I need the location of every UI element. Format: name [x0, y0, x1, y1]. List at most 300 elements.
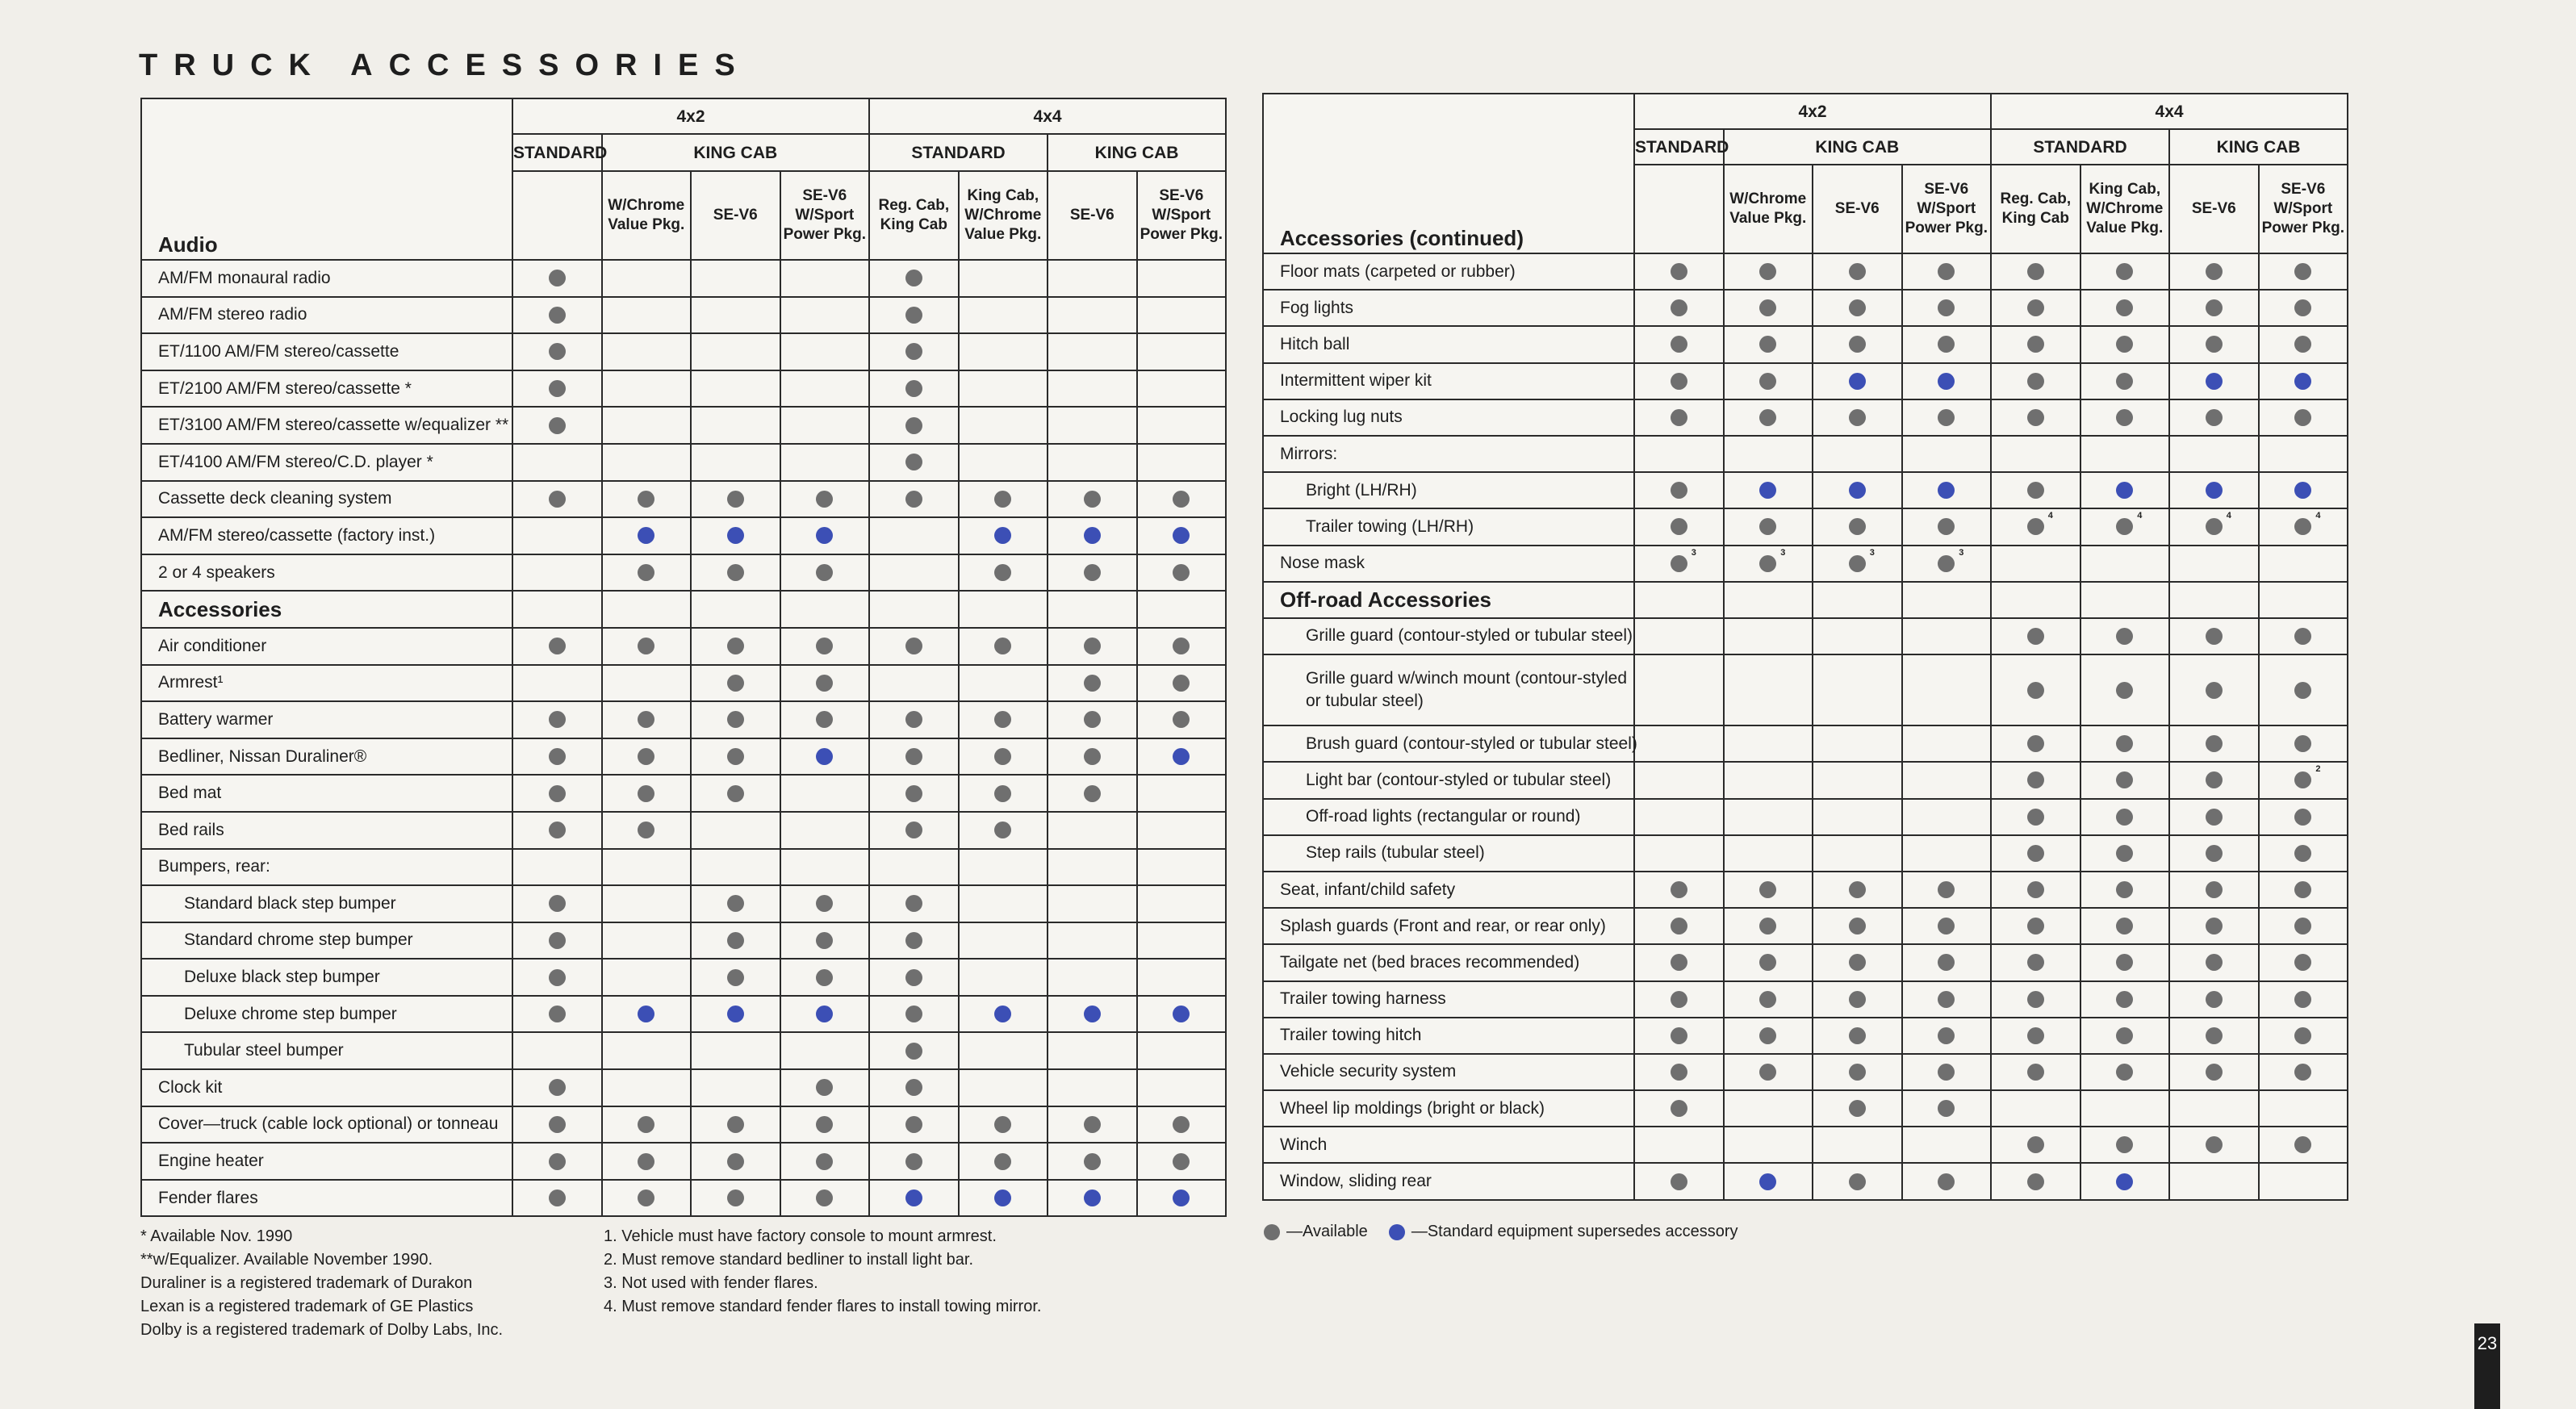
- available-dot-icon: [1759, 881, 1776, 898]
- availability-cell: [1634, 1163, 1724, 1199]
- availability-cell: [1634, 799, 1724, 835]
- availability-cell: [1137, 1106, 1227, 1144]
- availability-cell: [1137, 665, 1227, 702]
- available-dot-icon: [1938, 409, 1955, 426]
- availability-cell: [602, 1143, 692, 1180]
- availability-cell: [1902, 290, 1992, 326]
- availability-cell: [1137, 1069, 1227, 1106]
- accessory-label: Floor mats (carpeted or rubber): [1263, 253, 1634, 290]
- availability-cell: [691, 849, 780, 886]
- available-dot-icon: [1849, 1100, 1866, 1117]
- footnote: Duraliner is a registered trademark of Durakon: [140, 1274, 473, 1292]
- available-dot-icon: [1671, 518, 1687, 535]
- available-dot-icon: [1671, 881, 1687, 898]
- accessory-label: Seat, infant/child safety: [1263, 872, 1634, 908]
- availability-cell: [1813, 436, 1902, 472]
- availability-cell: [1137, 260, 1227, 297]
- page-number: 23: [2474, 1323, 2500, 1409]
- king-cab-header: KING CAB: [1048, 134, 1226, 171]
- table-row: [141, 444, 1226, 481]
- availability-cell: [1813, 472, 1902, 508]
- accessory-label: Off-road lights (rectangular or round): [1263, 799, 1634, 835]
- column-header: W/Chrome Value Pkg.: [1724, 165, 1813, 253]
- standard-header: STANDARD: [1991, 129, 2169, 165]
- footnote: * Available Nov. 1990: [140, 1227, 293, 1245]
- available-dot-icon: [2206, 299, 2223, 316]
- accessory-label: Clock kit: [141, 1069, 512, 1106]
- availability-cell: [1724, 508, 1813, 545]
- table-row: [1263, 872, 2348, 908]
- availability-cell: [959, 370, 1048, 408]
- king-cab-header: KING CAB: [1724, 129, 1992, 165]
- availability-cell: [1634, 1127, 1724, 1163]
- availability-cell: [780, 1180, 870, 1217]
- availability-cell: [780, 370, 870, 408]
- footnote: 3. Not used with fender flares.: [604, 1274, 818, 1292]
- availability-cell: [602, 1069, 692, 1106]
- availability-cell: [512, 959, 602, 996]
- availability-cell: [1902, 1127, 1992, 1163]
- column-header: SE-V6 W/Sport Power Pkg.: [1137, 171, 1227, 260]
- availability-cell: [602, 885, 692, 922]
- availability-cell: [1724, 799, 1813, 835]
- available-dot-icon: [1084, 675, 1101, 692]
- availability-cell: [780, 628, 870, 665]
- availability-cell: [1902, 399, 1992, 436]
- available-dot-icon: [1173, 1116, 1190, 1133]
- available-dot-icon: [549, 1153, 566, 1170]
- availability-cell: [1048, 297, 1137, 334]
- legend-standard-label: —Standard equipment supersedes accessory: [1411, 1223, 1738, 1240]
- available-dot-icon: [638, 822, 654, 838]
- available-dot-icon: [549, 711, 566, 728]
- availability-cell: [512, 407, 602, 444]
- available-dot-icon: [1759, 299, 1776, 316]
- availability-cell: [2080, 799, 2170, 835]
- availability-cell: [1902, 472, 1992, 508]
- available-dot-icon: [2027, 991, 2044, 1008]
- available-dot-icon: [2027, 409, 2044, 426]
- availability-cell: [1137, 959, 1227, 996]
- accessory-label: Deluxe chrome step bumper: [141, 996, 512, 1033]
- availability-cell: [1902, 872, 1992, 908]
- availability-cell: [1137, 628, 1227, 665]
- table-row: [141, 922, 1226, 960]
- availability-cell: [869, 481, 959, 518]
- table-row: [141, 370, 1226, 408]
- standard-header: STANDARD: [512, 134, 602, 171]
- accessory-label: Mirrors:: [1263, 436, 1634, 472]
- table-row: [1263, 1018, 2348, 1054]
- availability-cell: [2259, 725, 2348, 762]
- page-title: TRUCK ACCESSORIES: [139, 48, 751, 82]
- availability-cell: [1634, 1090, 1724, 1127]
- footnote: 4. Must remove standard fender flares to install towing mirror.: [604, 1298, 1042, 1315]
- standard-dot-icon: [1084, 1006, 1101, 1022]
- available-dot-icon: [638, 1116, 654, 1133]
- availability-cell: [1902, 654, 1992, 725]
- availability-cell: [780, 554, 870, 592]
- accessory-label: Standard chrome step bumper: [141, 922, 512, 960]
- availability-cell: [2080, 326, 2170, 362]
- available-dot-icon: [727, 1189, 744, 1206]
- drive-4x2-header: 4x2: [512, 98, 869, 134]
- availability-cell: [1902, 1163, 1992, 1199]
- availability-cell: [2169, 363, 2259, 399]
- availability-cell: [1813, 326, 1902, 362]
- availability-cell: [869, 297, 959, 334]
- available-dot-icon: [1759, 1064, 1776, 1081]
- available-dot-icon: [2027, 482, 2044, 499]
- table-row: [141, 959, 1226, 996]
- availability-cell: [1634, 582, 1724, 618]
- availability-cell: [512, 1180, 602, 1217]
- accessory-label: Armrest¹: [141, 665, 512, 702]
- availability-cell: [959, 481, 1048, 518]
- table-row: [141, 885, 1226, 922]
- table-row: [1263, 654, 2348, 725]
- available-dot-icon: [2116, 299, 2133, 316]
- available-dot-icon: [1849, 1064, 1866, 1081]
- availability-cell: [780, 1032, 870, 1069]
- availability-cell: [2080, 290, 2170, 326]
- standard-dot-icon: [1938, 482, 1955, 499]
- column-header: Reg. Cab, King Cab: [869, 171, 959, 260]
- table-row: [141, 1143, 1226, 1180]
- accessory-label: Cover—truck (cable lock optional) or tonneau: [141, 1106, 512, 1144]
- available-dot-icon: [1084, 1153, 1101, 1170]
- available-dot-icon: [2294, 511, 2321, 535]
- availability-cell: [1137, 554, 1227, 592]
- availability-cell: [1634, 399, 1724, 436]
- available-dot-icon: [549, 822, 566, 838]
- available-dot-icon: [2294, 1136, 2311, 1153]
- availability-cell: [1724, 654, 1813, 725]
- availability-cell: [1724, 835, 1813, 872]
- availability-cell: [2169, 835, 2259, 872]
- availability-cell: [959, 333, 1048, 370]
- available-dot-icon: [1849, 918, 1866, 934]
- availability-cell: [1813, 399, 1902, 436]
- table-row: [141, 481, 1226, 518]
- footnote-marker: 3: [1869, 547, 1875, 558]
- availability-cell: [780, 701, 870, 738]
- availability-cell: [1902, 944, 1992, 980]
- standard-dot-icon: [1849, 482, 1866, 499]
- availability-cell: [869, 1106, 959, 1144]
- available-dot-icon: [727, 564, 744, 581]
- section-heading: Audio: [141, 98, 512, 260]
- availability-cell: [1991, 908, 2080, 944]
- availability-cell: [1048, 1180, 1137, 1217]
- availability-cell: [780, 297, 870, 334]
- accessory-label: AM/FM stereo radio: [141, 297, 512, 334]
- availability-cell: [691, 1069, 780, 1106]
- availability-cell: [1813, 1054, 1902, 1090]
- availability-cell: [1048, 444, 1137, 481]
- standard-header: STANDARD: [1634, 129, 1724, 165]
- availability-cell: [1048, 333, 1137, 370]
- availability-cell: [691, 370, 780, 408]
- available-dot-icon: [2294, 991, 2311, 1008]
- availability-cell: [602, 701, 692, 738]
- availability-cell: [691, 1180, 780, 1217]
- availability-cell: [780, 996, 870, 1033]
- available-dot-icon: [638, 711, 654, 728]
- available-dot-icon: [2294, 682, 2311, 699]
- available-dot-icon: [905, 785, 922, 802]
- availability-cell: [959, 407, 1048, 444]
- availability-cell: [1634, 508, 1724, 545]
- accessory-label: Grille guard w/winch mount (contour-styled or tubular steel): [1263, 654, 1634, 725]
- availability-cell: [1048, 701, 1137, 738]
- available-dot-icon: [1849, 881, 1866, 898]
- availability-cell: [869, 333, 959, 370]
- availability-cell: [1991, 762, 2080, 798]
- footnote-marker: 4: [2047, 511, 2053, 521]
- availability-cell: [1724, 1090, 1813, 1127]
- availability-cell: [780, 517, 870, 554]
- section-heading: Accessories (continued): [1263, 94, 1634, 253]
- available-dot-icon: [638, 1189, 654, 1206]
- legend-available-label: —Available: [1286, 1223, 1368, 1240]
- table-row: [1263, 762, 2348, 798]
- availability-cell: [1991, 835, 2080, 872]
- footnotes-numbered: [604, 1225, 1041, 1319]
- available-dot-icon: [905, 270, 922, 286]
- accessory-label: Window, sliding rear: [1263, 1163, 1634, 1199]
- table-row: [141, 812, 1226, 849]
- availability-cell: [2259, 1018, 2348, 1054]
- availability-cell: [512, 481, 602, 518]
- available-dot-icon: [994, 711, 1011, 728]
- availability-cell: [1634, 1018, 1724, 1054]
- available-dot-icon: [2116, 991, 2133, 1008]
- availability-cell: [602, 996, 692, 1033]
- availability-cell: [1048, 481, 1137, 518]
- availability-cell: [1634, 290, 1724, 326]
- availability-cell: [602, 554, 692, 592]
- availability-cell: [959, 1180, 1048, 1217]
- availability-cell: [602, 628, 692, 665]
- availability-cell: [1137, 481, 1227, 518]
- availability-cell: [512, 1069, 602, 1106]
- column-header: W/Chrome Value Pkg.: [602, 171, 692, 260]
- accessory-label: Bedliner, Nissan Duraliner®: [141, 738, 512, 776]
- availability-cell: [959, 1143, 1048, 1180]
- availability-cell: [780, 665, 870, 702]
- availability-cell: [602, 922, 692, 960]
- available-dot-icon: [994, 1153, 1011, 1170]
- table-row: [1263, 363, 2348, 399]
- available-dot-icon: [816, 1116, 833, 1133]
- available-dot-icon: [2027, 373, 2044, 390]
- available-dot-icon: [2206, 809, 2223, 826]
- table-row: [141, 517, 1226, 554]
- availability-cell: [512, 1143, 602, 1180]
- availability-cell: [780, 591, 870, 628]
- availability-cell: [602, 665, 692, 702]
- available-dot-icon: [2206, 336, 2223, 353]
- accessory-label: ET/1100 AM/FM stereo/cassette: [141, 333, 512, 370]
- availability-cell: [1724, 472, 1813, 508]
- available-dot-icon: [816, 491, 833, 508]
- accessory-label: Brush guard (contour-styled or tubular steel): [1263, 725, 1634, 762]
- available-dot-icon: [1084, 748, 1101, 765]
- available-dot-icon: [1173, 564, 1190, 581]
- availability-cell: [869, 775, 959, 812]
- availability-cell: [1634, 654, 1724, 725]
- table-row: [1263, 1127, 2348, 1163]
- available-dot-icon: [1264, 1224, 1280, 1240]
- availability-cell: [780, 959, 870, 996]
- availability-cell: [512, 738, 602, 776]
- availability-cell: [512, 517, 602, 554]
- availability-cell: [780, 260, 870, 297]
- availability-cell: [1991, 981, 2080, 1018]
- availability-cell: [2169, 1018, 2259, 1054]
- availability-cell: [1902, 835, 1992, 872]
- available-dot-icon: [549, 748, 566, 765]
- available-dot-icon: [549, 1006, 566, 1022]
- availability-cell: [512, 665, 602, 702]
- availability-cell: [2169, 472, 2259, 508]
- standard-dot-icon: [816, 748, 833, 765]
- availability-cell: [1902, 1018, 1992, 1054]
- available-dot-icon: [2027, 735, 2044, 752]
- availability-cell: [780, 775, 870, 812]
- standard-dot-icon: [1173, 748, 1190, 765]
- table-row: [1263, 908, 2348, 944]
- availability-cell: [869, 812, 959, 849]
- standard-dot-icon: [1173, 1189, 1190, 1206]
- availability-cell: [1991, 399, 2080, 436]
- column-header: [512, 171, 602, 260]
- availability-cell: [512, 591, 602, 628]
- availability-cell: [1991, 872, 2080, 908]
- table-row: [141, 701, 1226, 738]
- availability-cell: [1813, 654, 1902, 725]
- availability-cell: [2080, 654, 2170, 725]
- available-dot-icon: [1173, 638, 1190, 654]
- table-row: [141, 297, 1226, 334]
- availability-cell: [2169, 436, 2259, 472]
- accessory-label: Grille guard (contour-styled or tubular steel): [1263, 618, 1634, 654]
- available-dot-icon: [2206, 991, 2223, 1008]
- availability-cell: [959, 297, 1048, 334]
- available-dot-icon: [994, 638, 1011, 654]
- availability-cell: [1813, 908, 1902, 944]
- accessory-label: AM/FM stereo/cassette (factory inst.): [141, 517, 512, 554]
- availability-cell: [869, 591, 959, 628]
- drive-4x4-header: 4x4: [1991, 94, 2348, 129]
- available-dot-icon: [1671, 954, 1687, 971]
- column-header: King Cab, W/Chrome Value Pkg.: [959, 171, 1048, 260]
- availability-cell: [1048, 554, 1137, 592]
- availability-cell: [602, 333, 692, 370]
- standard-dot-icon: [905, 1189, 922, 1206]
- available-dot-icon: [1084, 638, 1101, 654]
- availability-cell: [1724, 546, 1813, 582]
- availability-cell: [2169, 253, 2259, 290]
- availability-cell: [2259, 654, 2348, 725]
- available-dot-icon: [549, 417, 566, 434]
- availability-cell: [2169, 326, 2259, 362]
- availability-cell: [780, 1143, 870, 1180]
- availability-cell: [1724, 618, 1813, 654]
- available-dot-icon: [2294, 1027, 2311, 1044]
- available-dot-icon: [1671, 991, 1687, 1008]
- available-dot-icon: [1084, 564, 1101, 581]
- availability-cell: [2169, 762, 2259, 798]
- availability-cell: [691, 885, 780, 922]
- available-dot-icon: [1938, 1064, 1955, 1081]
- available-dot-icon: [816, 932, 833, 949]
- availability-cell: [602, 517, 692, 554]
- availability-cell: [2259, 835, 2348, 872]
- availability-cell: [959, 775, 1048, 812]
- availability-cell: [1813, 582, 1902, 618]
- available-dot-icon: [1849, 991, 1866, 1008]
- available-dot-icon: [2116, 373, 2133, 390]
- table-row: [141, 407, 1226, 444]
- available-dot-icon: [1759, 1027, 1776, 1044]
- available-dot-icon: [1938, 1027, 1955, 1044]
- available-dot-icon: [2116, 409, 2133, 426]
- accessory-label: Battery warmer: [141, 701, 512, 738]
- standard-header: STANDARD: [869, 134, 1048, 171]
- available-dot-icon: [905, 380, 922, 397]
- accessories-continued-table: [1262, 93, 2348, 1201]
- availability-cell: [869, 517, 959, 554]
- available-dot-icon: [549, 895, 566, 912]
- standard-dot-icon: [994, 1189, 1011, 1206]
- availability-cell: [2259, 1054, 2348, 1090]
- available-dot-icon: [2116, 735, 2133, 752]
- available-dot-icon: [816, 711, 833, 728]
- available-dot-icon: [549, 380, 566, 397]
- availability-cell: [869, 1143, 959, 1180]
- availability-cell: [780, 922, 870, 960]
- availability-cell: [869, 849, 959, 886]
- availability-cell: [2169, 618, 2259, 654]
- availability-cell: [1991, 1090, 2080, 1127]
- available-dot-icon: [2116, 771, 2133, 788]
- availability-cell: [2080, 436, 2170, 472]
- availability-cell: [1991, 290, 2080, 326]
- standard-dot-icon: [2206, 373, 2223, 390]
- availability-cell: [1137, 1032, 1227, 1069]
- available-dot-icon: [1671, 482, 1687, 499]
- standard-dot-icon: [1173, 527, 1190, 544]
- accessory-label: Cassette deck cleaning system: [141, 481, 512, 518]
- availability-cell: [1991, 582, 2080, 618]
- availability-cell: [1902, 436, 1992, 472]
- available-dot-icon: [2294, 881, 2311, 898]
- available-dot-icon: [727, 932, 744, 949]
- available-dot-icon: [1759, 918, 1776, 934]
- available-dot-icon: [2027, 1136, 2044, 1153]
- standard-dot-icon: [727, 1006, 744, 1022]
- column-header: [1634, 165, 1724, 253]
- drive-4x2-header: 4x2: [1634, 94, 1991, 129]
- availability-cell: [1813, 835, 1902, 872]
- accessory-label: Bed rails: [141, 812, 512, 849]
- table-row: [1263, 1163, 2348, 1199]
- available-dot-icon: [905, 417, 922, 434]
- available-dot-icon: [727, 895, 744, 912]
- available-dot-icon: [994, 491, 1011, 508]
